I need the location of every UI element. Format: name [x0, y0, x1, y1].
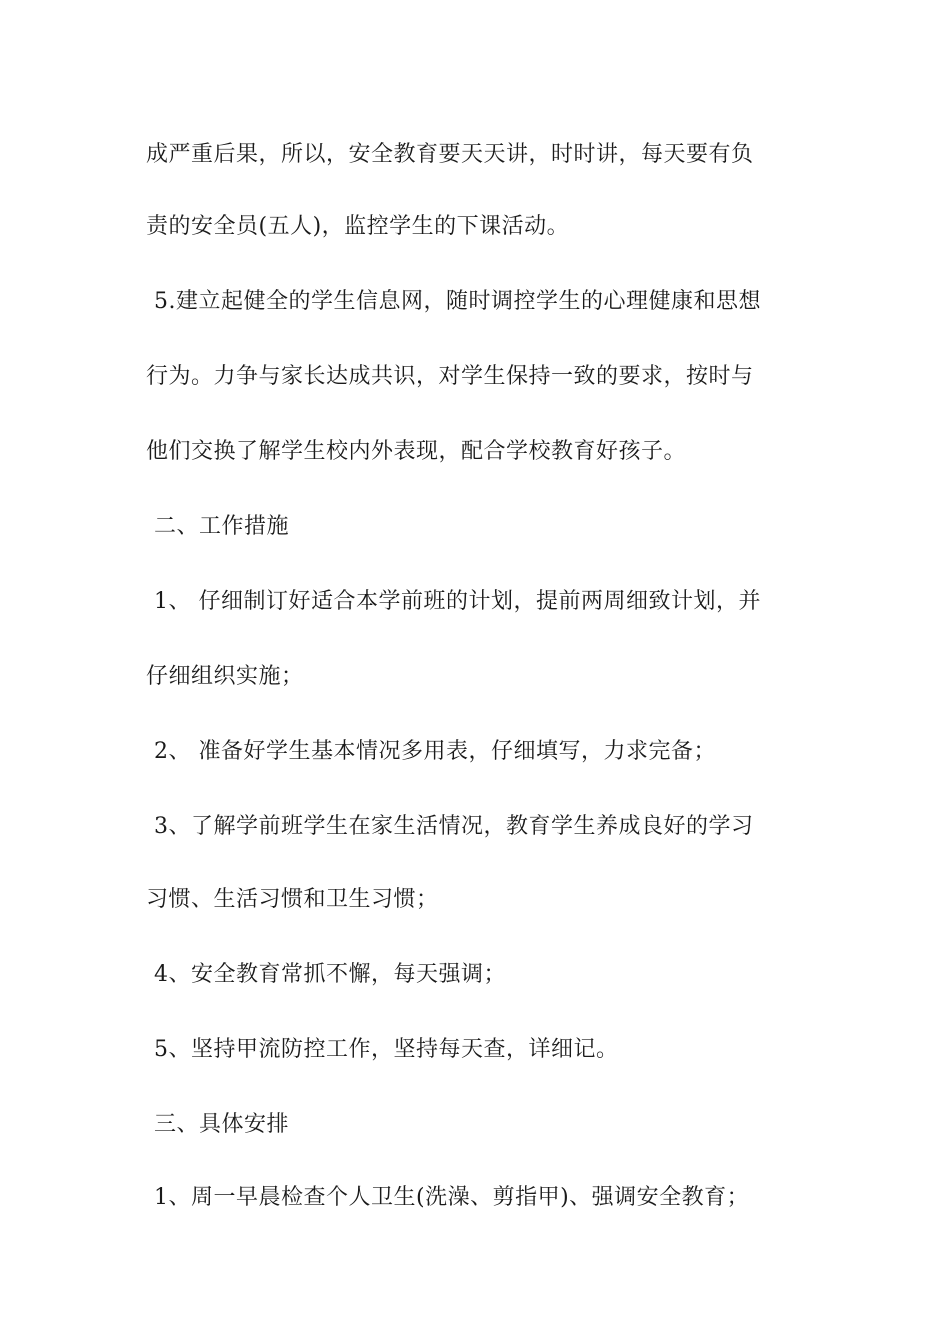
section-heading: 三、具体安排 [154, 1112, 290, 1137]
text-line: 1、周一早晨检查个人卫生(洗澡、剪指甲)、强调安全教育； [154, 1185, 750, 1210]
text-line: 3、了解学前班学生在家生活情况，教育学生养成良好的学习 [154, 814, 754, 839]
text-line: 行为。力争与家长达成共识，对学生保持一致的要求，按时与 [146, 364, 754, 389]
text-line: 他们交换了解学生校内外表现，配合学校教育好孩子。 [146, 439, 687, 464]
text-line: 成严重后果，所以，安全教育要天天讲，时时讲，每天要有负 [146, 142, 754, 167]
text-line: 1、 仔细制订好适合本学前班的计划，提前两周细致计划，并 [154, 589, 761, 614]
text-line: 2、 准备好学生基本情况多用表，仔细填写，力求完备； [154, 739, 716, 764]
text-line: 5、坚持甲流防控工作，坚持每天查，详细记。 [154, 1037, 619, 1062]
text-line: 习惯、生活习惯和卫生习惯； [146, 887, 439, 912]
text-line: 责的安全员(五人)，监控学生的下课活动。 [146, 214, 570, 239]
text-line: 仔细组织实施； [146, 664, 304, 689]
text-line: 4、安全教育常抓不懈，每天强调； [154, 962, 506, 987]
text-line: 5.建立起健全的学生信息网，随时调控学生的心理健康和思想 [154, 289, 761, 314]
section-heading: 二、工作措施 [154, 514, 290, 539]
